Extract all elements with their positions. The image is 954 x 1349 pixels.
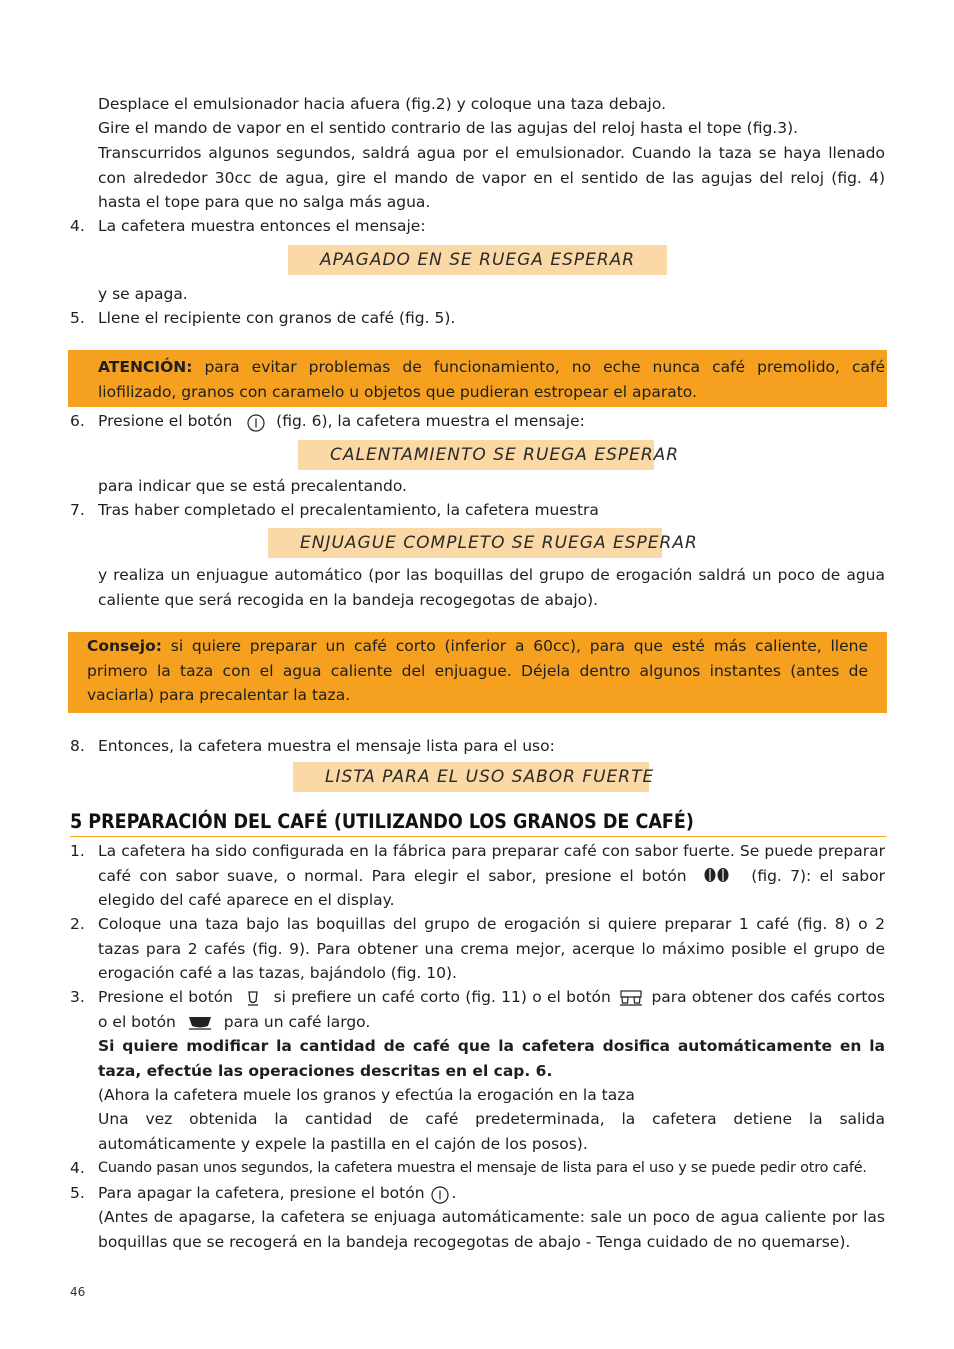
power-icon: [429, 1184, 451, 1204]
attention-label: ATENCIÓN:: [98, 358, 193, 376]
section-step-3-text-a: Presione el botón: [98, 988, 233, 1006]
section-step-1-text-b: (fig. 7): el sabor elegido del café aparece en el display.: [98, 866, 885, 909]
tip-box: [68, 632, 887, 713]
section-step-3-bold-text: Si quiere modificar la cantidad de café que la cafetera dosifica automáticamente en la taza, efectúe las operaciones descritas en el cap. 6.: [98, 1037, 885, 1080]
step-6-number: 6.: [70, 412, 85, 430]
section-step-3-text-d: para un café largo.: [223, 1012, 371, 1031]
double-cup-icon: [616, 989, 646, 1007]
section-step-3-bold: [98, 1034, 885, 1083]
tip-text: si quiere preparar un café corto (inferior a 60cc), para que esté más caliente, llene primero la taza con el agua caliente del enjuague. Déjela dentro algunos instantes (antes de vaciarla) para precalentar la taza.: [87, 637, 868, 704]
section-step-1-text: [98, 839, 885, 913]
beans-icon: [695, 867, 743, 885]
section-step-3-text: [98, 985, 885, 1034]
section-step-5-line: [98, 1181, 456, 1206]
step-6-text-b: (fig. 6), la cafetera muestra el mensaje:: [276, 412, 585, 430]
section-step-1-text-a: La cafetera ha sido configurada en la fábrica para preparar café con sabor fuerte. Se puede preparar café con sabor suave, o normal. Para elegir el sabor, presione el botón: [98, 842, 885, 885]
section-heading: 5 PREPARACIÓN DEL CAFÉ (UTILIZANDO LOS GRANOS DE CAFÉ): [70, 808, 886, 837]
attention-text: para evitar problemas de funcionamiento, no eche nunca café premolido, café liofilizado, granos con caramelo u objetos que pudieran estropear el aparato.: [98, 358, 885, 401]
display-message-rinse: ENJUAGUE COMPLETO SE RUEGA ESPERAR: [268, 528, 662, 558]
section-step-3-line-b: Una vez obtenida la cantidad de café predeterminada, la cafetera detiene la salida automáticamente y expele la pastilla en el cajón de los posos).: [98, 1110, 885, 1153]
tip-label: Consejo:: [87, 637, 162, 655]
section-step-5-text-c: (Antes de apagarse, la cafetera se enjuaga automáticamente: sale un poco de agua caliente por las boquillas que se recogerá en la bandeja recogegotas de abajo - Tenga cuidado de no quemarse).: [98, 1208, 885, 1251]
step-8-text: Entonces, la cafetera muestra el mensaje lista para el uso:: [98, 737, 555, 755]
step-7-number: 7.: [70, 501, 85, 519]
section-step-3-text-b: si prefiere un café corto (fig. 11) o el botón: [273, 988, 611, 1006]
section-step-3-text-c: para obtener dos cafés cortos o el botón: [98, 988, 885, 1031]
step-4-text: La cafetera muestra entonces el mensaje:: [98, 217, 426, 235]
display-message-heating: CALENTAMIENTO SE RUEGA ESPERAR: [298, 440, 654, 470]
step-6-text-a: Presione el botón: [98, 412, 233, 430]
section-step-3-line-a: (Ahora la cafetera muele los granos y efectúa la erogación en la taza: [98, 1086, 635, 1104]
single-cup-icon: [238, 989, 268, 1007]
step-6-line: [98, 409, 585, 434]
display-message-ready: LISTA PARA EL USO SABOR FUERTE: [293, 762, 649, 792]
section-step-4-number: 4.: [70, 1159, 85, 1177]
after-display-1: y se apaga.: [98, 285, 188, 303]
section-step-1-number: 1.: [70, 842, 85, 860]
intro-line-2: Gire el mando de vapor en el sentido contrario de las agujas del reloj hasta el tope (fig.3).: [98, 119, 799, 137]
section-step-2-number: 2.: [70, 915, 85, 933]
section-step-3-number: 3.: [70, 988, 85, 1006]
after-display-3: y realiza un enjuague automático (por las boquillas del grupo de erogación saldrá un poco de agua caliente que será recogida en la bandeja recogegotas de abajo).: [98, 566, 885, 609]
large-cup-icon: [181, 1013, 219, 1031]
after-display-2: para indicar que se está precalentando.: [98, 477, 407, 495]
step-5-text: Llene el recipiente con granos de café (fig. 5).: [98, 309, 456, 327]
step-7-text: Tras haber completado el precalentamiento, la cafetera muestra: [98, 501, 599, 519]
section-step-5-text-b: .: [451, 1184, 457, 1202]
step-5-number: 5.: [70, 309, 85, 327]
attention-box: [68, 350, 887, 407]
intro-line-3: Transcurridos algunos segundos, saldrá agua por el emulsionador. Cuando la taza se haya llenado con alrededor 30cc de agua, gire el mando de vapor en el sentido de las agujas del reloj (fig. 4) hasta el tope para que no salga más agua.: [98, 144, 885, 211]
section-step-5-text-a: Para apagar la cafetera, presione el botón: [98, 1184, 425, 1202]
section-step-4-text: Cuando pasan unos segundos, la cafetera muestra el mensaje de lista para el uso y se puede pedir otro café.: [98, 1160, 867, 1176]
power-icon: [237, 412, 271, 432]
section-step-2-text: Coloque una taza bajo las boquillas del grupo de erogación si quiere preparar 1 café (fig. 8) o 2 tazas para 2 cafés (fig. 9). Para obtener una crema mejor, acerque lo máximo posible el grupo de erogación café a las tazas, bajándolo (fig. 10).: [98, 915, 885, 982]
step-8-number: 8.: [70, 737, 85, 755]
page-number: 46: [70, 1285, 86, 1299]
display-message-off: APAGADO EN SE RUEGA ESPERAR: [288, 245, 667, 275]
section-step-5-number: 5.: [70, 1184, 85, 1202]
intro-line-1: Desplace el emulsionador hacia afuera (fig.2) y coloque una taza debajo.: [98, 95, 667, 113]
step-4-number: 4.: [70, 217, 85, 235]
